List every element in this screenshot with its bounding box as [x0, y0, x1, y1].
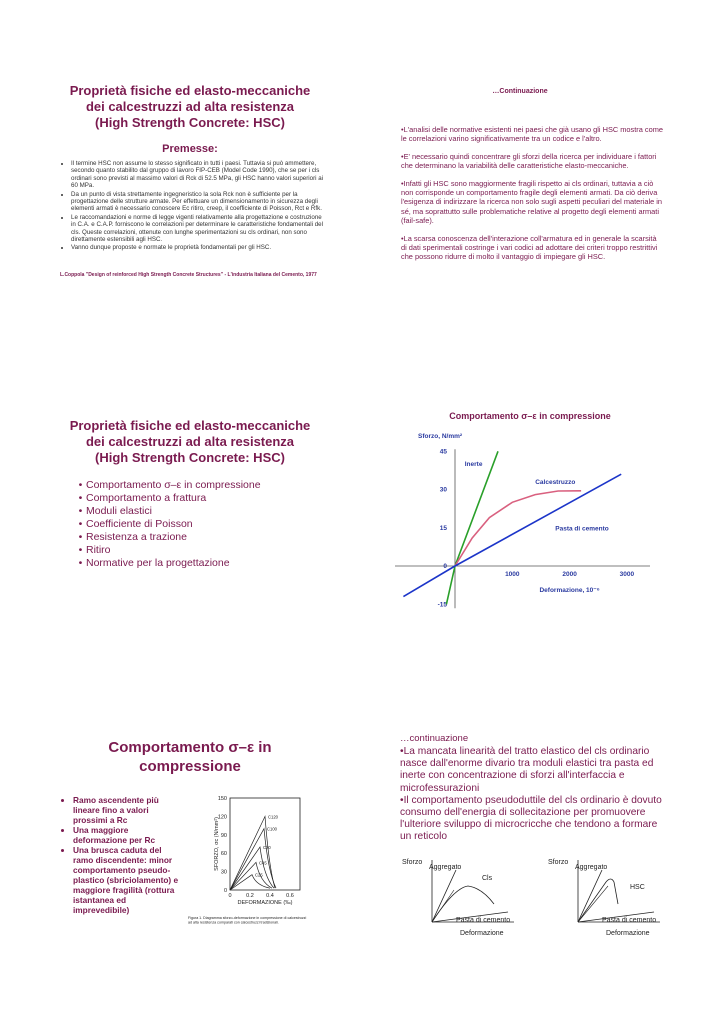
slide6-heading: …continuazione: [400, 733, 469, 744]
x-tick-label: 3000: [619, 571, 635, 578]
curve-label-hsc: HSC: [630, 884, 645, 891]
curve-label-pasta: Pasta di cemento: [456, 917, 511, 924]
y-tick-label: 90: [220, 832, 227, 839]
slide3-item: • Coefficiente di Poisson: [75, 518, 315, 531]
slide3-item: • Ritiro: [75, 544, 315, 557]
y-tick-label: 0: [223, 888, 227, 894]
slide1-title-line: (High Strength Concrete: HSC): [95, 115, 285, 130]
slide2-paragraph: •Infatti gli HSC sono maggiormente fragili rispetto ai cls ordinari, tuttavia a ciò non corrisponde un comportamento fragile degli elementi armati. Da ciò deriva l'esigenza di indirizzare la ricerca non solo sugli aspetti peculiari del materiale in sé, ma soprattutto sulle problematiche relative al progetto degli elementi armati (fail-safe).: [401, 178, 663, 226]
slide5-title-line: compressione: [139, 758, 241, 775]
x-axis-label: Deformazione, 10⁻⁶: [539, 587, 600, 594]
curve-label: C25: [255, 872, 263, 878]
slide5-title-line: Comportamento σ–ε in: [108, 739, 272, 756]
slide3-title-line: Proprietà fisiche ed elasto-meccaniche: [69, 418, 311, 433]
y-tick-label: 150: [217, 796, 227, 802]
curve-label: C70: [263, 845, 271, 851]
series-label: Calcestruzzo: [535, 479, 576, 487]
slide6-text: [400, 746, 662, 844]
slide3-title: [40, 418, 340, 466]
series-line-pasta-di-cemento: [403, 474, 621, 596]
x-tick-label: 0: [228, 893, 232, 899]
slide3-title-line: dei calcestruzzi ad alta resistenza: [85, 434, 295, 449]
curve-label: C100: [267, 826, 278, 832]
curve-cls-aux: [432, 890, 454, 922]
slide1-subtitle: Premesse:: [162, 143, 218, 155]
y-tick-label: 30: [220, 869, 227, 876]
curve-label-pasta: Pasta di cemento: [602, 917, 657, 924]
slide2-text: [401, 125, 663, 270]
slide1-bullet: • Il termine HSC non assume lo stesso significato in tutti i paesi. Tuttavia si può ammettere, secondo quanto stabilito dal gruppo di lavoro FIP-CEB (Model Code 1990), che se per i cls ordinari sono previsti al massimo valori di Rck di 52.5 MPa, gli HSC hanno valori superiori ai 60 MPa.: [71, 160, 328, 190]
series-line-inerte: [446, 451, 498, 604]
slide3-item: • Moduli elastici: [75, 505, 315, 518]
curve-label-cls: Cls: [482, 875, 493, 882]
series-label: Inerte: [464, 460, 483, 468]
series-label: Pasta di cemento: [555, 525, 609, 533]
y-tick-label: -15: [437, 601, 447, 609]
y-tick-label: 120: [217, 814, 227, 821]
slide6-paragraph: •Il comportamento pseudoduttile del cls ordinario è dovuto consumo dell'energia di sollecitazione per promuovere l'ulteriore sviluppo di microcricche che tendono a formare un reticolo: [400, 794, 662, 843]
plot-frame: [230, 798, 300, 890]
slide1-bullet: • Le raccomandazioni e norme di legge vigenti relativamente alla progettazione e costruzione in C.A. e C.A.P. forniscono le correlazioni per determinare le caratteristiche fondamentali del cls. Queste correlazioni, ottenute con lunghe sperimentazioni su cls ordinari, non sono direttamente estensibili agli HSC.: [71, 214, 328, 244]
slide5-bullet: • Una brusca caduta del ramo discendente: minor comportamento pseudo-plastico (sbriciolamento) e maggiore fragilità (rottura istantanea ed imprevedibile): [73, 845, 181, 915]
curve-hsc: [578, 879, 618, 922]
slide3-item: • Normative per la progettazione: [75, 557, 315, 570]
y-axis-label: SFORZO, σc (N/mm²): [214, 817, 220, 871]
x-tick-label: 0.4: [266, 893, 274, 899]
stress-strain-figure: [188, 792, 338, 934]
y-tick-label: 30: [439, 486, 447, 494]
chart-ylabel: Sforzo, N/mm²: [418, 433, 463, 440]
slide1-reference: L.Coppola "Design of reinforced High Strength Concrete Structures" - L'industria Italiana del Cemento, 1977: [60, 272, 317, 278]
y-axis-label: Sforzo: [548, 859, 569, 866]
curve: [230, 847, 274, 890]
slide3-item: • Resistenza a trazione: [75, 531, 315, 544]
x-tick-label: 0.2: [246, 893, 254, 899]
slide1-title-line: dei calcestruzzi ad alta resistenza: [85, 99, 295, 114]
slide5-title: [80, 738, 300, 776]
x-tick-label: 1000: [505, 571, 520, 578]
schematic-diagram-hsc: [548, 852, 668, 944]
slide1-bullet: • Vanno dunque proposte e normate le proprietà fondamentali per gli HSC.: [71, 244, 328, 251]
caption-line: Figura 1. Diagramma sforzo-deformazione in compressione di calcestruzzi: [188, 916, 307, 920]
schematic-diagram-cls: [402, 852, 522, 944]
caption-line: ad alta resistenza comparati con calcestruzzi tradizionali.: [188, 920, 279, 925]
x-tick-label: 2000: [562, 571, 577, 578]
y-tick-label: 15: [439, 524, 447, 532]
slide1-bullets: [60, 160, 328, 253]
x-axis-label: DEFORMAZIONE (‰): [237, 900, 293, 906]
slide5-bullets: [63, 795, 181, 915]
slide3-list: [75, 479, 315, 570]
y-tick-label: 0: [443, 563, 447, 570]
figure-caption: [188, 916, 306, 925]
slide1-title: [40, 83, 340, 131]
slide5-bullet: • Una maggiore deformazione per Rc: [73, 825, 181, 845]
slide2-paragraph: •L'analisi delle normative esistenti nei paesi che già usano gli HSC mostra come le correlazioni varino significativamente tra un codice e l'altro.: [401, 125, 663, 144]
slide5-bullet: • Ramo ascendente più lineare fino a valori prossimi a Rc: [73, 795, 181, 825]
curve-label: C120: [268, 814, 279, 820]
y-axis-label: Sforzo: [402, 859, 423, 866]
y-tick-label: 60: [220, 851, 227, 858]
y-tick-label: 45: [439, 448, 447, 456]
slide1-title-line: Proprietà fisiche ed elasto-meccaniche: [69, 83, 311, 98]
x-axis-label: Deformazione: [606, 930, 650, 937]
x-axis-label: Deformazione: [460, 930, 504, 937]
slide2-paragraph: •E' necessario quindi concentrare gli sforzi della ricerca per individuare i fattori che determinano la variabilità delle caratteristiche elasto-meccaniche.: [401, 151, 657, 171]
slide2-heading: …Continuazione: [492, 88, 548, 95]
slide3-item: • Comportamento a frattura: [75, 492, 315, 505]
stress-strain-chart: [395, 440, 655, 610]
curve-label-aggregato: Aggregato: [429, 864, 462, 871]
slide3-title-line: (High Strength Concrete: HSC): [95, 450, 285, 465]
slide2-paragraph: •La scarsa conoscenza dell'interazione coll'armatura ed in generale la scarsità di dati sperimentali costringe i vari codici ad adottare dei criteri troppo restrittivi che possono ridurre di molto il vantaggio di impiegare gli HSC.: [401, 233, 658, 262]
slide3-item: • Comportamento σ–ε in compressione: [75, 479, 315, 492]
curve-label-aggregato: Aggregato: [575, 864, 608, 871]
slide1-bullet: • Da un punto di vista strettamente ingegneristico la sola Rck non è sufficiente per la progettazione delle strutture armate. Per effettuare un dimensionamento in sicurezza degli elementi armati è necessario conoscere Ec ritiro, creep, il coefficiente di Poisson, Rct e Rfk.: [71, 191, 328, 213]
x-tick-label: 0.6: [286, 893, 294, 899]
curve-aggregato: [578, 870, 602, 922]
chart-title: Comportamento σ–ε in compressione: [449, 411, 611, 421]
slide6-paragraph: •La mancata linearità del tratto elastico del cls ordinario nasce dall'enorme divario tra moduli elastici tra pasta ed inerte con concentrazione di sforzi all'interfaccia e microfessurazioni: [400, 746, 654, 794]
curve-label: C45: [259, 860, 267, 866]
